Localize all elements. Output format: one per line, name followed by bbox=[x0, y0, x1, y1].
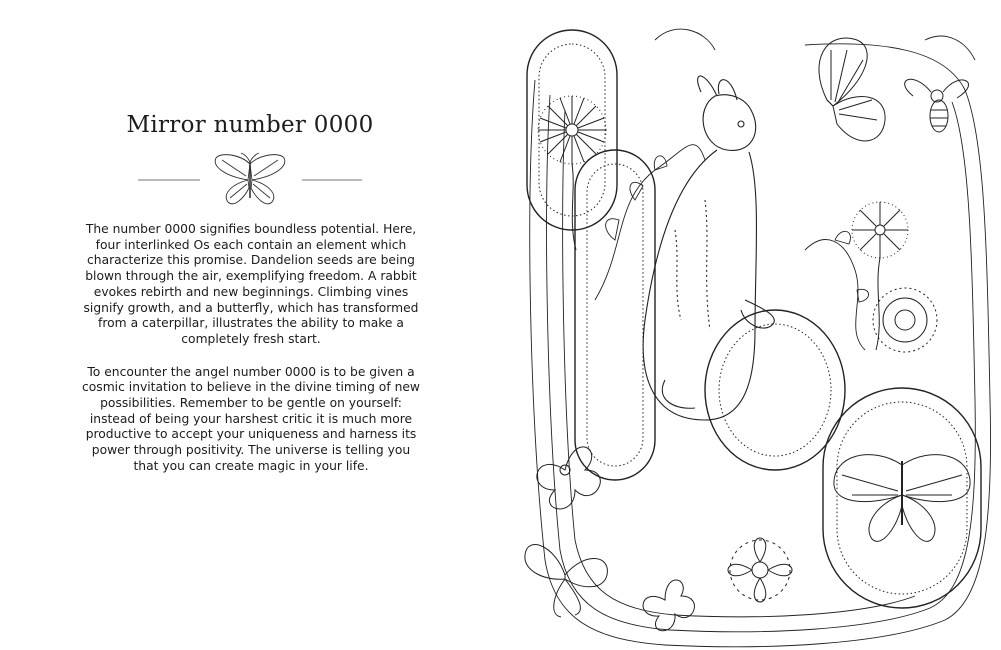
dandelion-icon bbox=[538, 96, 606, 250]
flower-icon bbox=[873, 288, 937, 352]
body-text bbox=[80, 222, 422, 492]
rabbit-icon bbox=[643, 76, 774, 420]
butterfly-icon bbox=[819, 38, 885, 141]
title-ornament bbox=[0, 148, 500, 212]
flower-icon bbox=[643, 580, 694, 631]
ring-o-3 bbox=[705, 310, 845, 470]
paragraph-2: To encounter the angel number 0000 is to be given a cosmic invitation to believe in the divine timing of new possibilities. Remember to be gentle on yourself: instead of being your harshest critic it is much more productive to accept your uniqueness and harness its power through positivity. The universe is telling you that you can create magic in your life. bbox=[82, 364, 420, 473]
page-title: Mirror number 0000 bbox=[126, 112, 374, 138]
flower-icon bbox=[728, 538, 792, 602]
butterfly-icon bbox=[525, 545, 608, 617]
frame-lines bbox=[530, 44, 991, 647]
text-page bbox=[0, 0, 500, 650]
butterfly-icon bbox=[215, 153, 285, 204]
butterfly-icon bbox=[834, 455, 970, 542]
paragraph-1: The number 0000 signifies boundless potential. Here, four interlinked Os each contain an element which characterize this promise. Dandelion seeds are being blown through the air, exemplifying freedom. A rabbit evokes rebirth and new beginnings. Climbing vines signify growth, and a butterfly, which has transformed from a caterpillar, illustrates the ability to make a completely fresh start. bbox=[83, 222, 419, 346]
coloring-illustration bbox=[505, 0, 1001, 650]
bee-icon bbox=[905, 79, 969, 132]
dandelion-icon bbox=[852, 202, 908, 350]
